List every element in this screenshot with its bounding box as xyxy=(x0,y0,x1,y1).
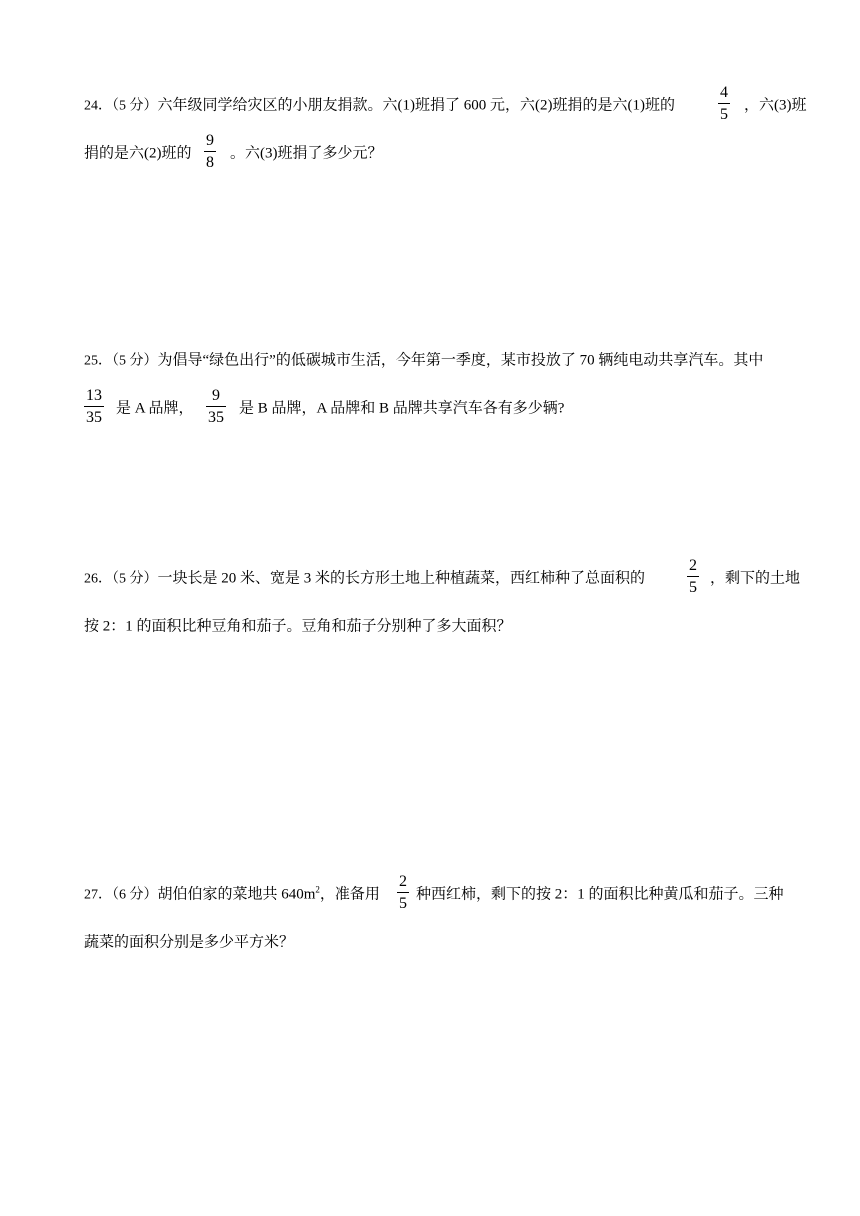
q25-line-1 xyxy=(84,335,810,383)
question-24 xyxy=(84,80,810,176)
q25-text-2a: 是 A 品牌， xyxy=(116,400,194,417)
q27-line-2 xyxy=(84,917,810,965)
question-27 xyxy=(84,869,810,965)
q24-text-2b: 。六(3)班捐了多少元？ xyxy=(230,145,383,162)
q27-text-2: 蔬菜的面积分别是多少平方米？ xyxy=(84,934,295,951)
q26-text-2: 按 2：1 的面积比种豆角和茄子。豆角和茄子分别种了多大面积？ xyxy=(84,618,512,635)
question-25 xyxy=(84,335,810,431)
q26-fraction-1: 2 5 xyxy=(689,557,697,596)
q26-line-2 xyxy=(84,601,810,649)
q24-text-2a: 捐的是六(2)班的 xyxy=(84,145,192,162)
q27-text-1b: ，准备用 xyxy=(319,886,380,903)
q27-text-1c: 种西红柿，剩下的按 2：1 的面积比种黄瓜和茄子。三种 xyxy=(416,886,784,903)
q24-fraction-1: 4 5 xyxy=(720,84,728,123)
q27-line-1 xyxy=(84,869,810,917)
q27-text-1a: 胡伯伯家的菜地共 640m xyxy=(157,886,316,903)
q24-text-1b: ，六(3)班 xyxy=(744,97,807,114)
q25-line-2 xyxy=(84,383,810,431)
q24-fraction-2: 9 8 xyxy=(206,132,214,171)
q25-prefix: 25．（5 分） xyxy=(84,353,158,369)
q26-text-1a: 一块长是 20 米、宽是 3 米的长方形土地上种植蔬菜，西红柿种了总面积的 xyxy=(157,570,646,587)
q27-prefix: 27．（6 分） xyxy=(84,887,158,903)
q25-fraction-2: 9 35 xyxy=(208,387,224,426)
q27-superscript: 2 xyxy=(315,884,320,895)
q24-line-1 xyxy=(84,80,810,128)
q26-line-1 xyxy=(84,553,810,601)
q25-fraction-1: 13 35 xyxy=(86,387,102,426)
q27-fraction-1: 2 5 xyxy=(399,873,407,912)
question-26 xyxy=(84,553,810,649)
q25-text-1: 为倡导“绿色出行”的低碳城市生活，今年第一季度，某市投放了 70 辆纯电动共享汽车。其中 xyxy=(157,352,764,369)
q24-prefix: 24．（5 分） xyxy=(84,98,158,114)
q26-prefix: 26．（5 分） xyxy=(84,571,158,587)
q24-line-2 xyxy=(84,128,810,176)
q24-text-1a: 六年级同学给灾区的小朋友捐款。六(1)班捐了 600 元，六(2)班捐的是六(1)班的 xyxy=(157,97,675,114)
q25-text-2b: 是 B 品牌，A 品牌和 B 品牌共享汽车各有多少辆? xyxy=(239,400,565,417)
q26-text-1b: ，剩下的土地 xyxy=(710,570,801,587)
